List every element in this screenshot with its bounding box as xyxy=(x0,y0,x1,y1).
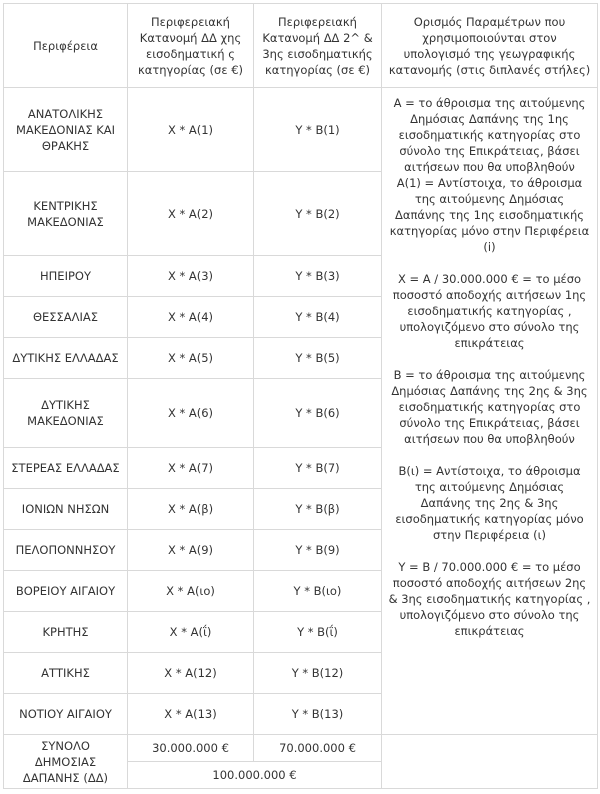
cat1-cell: X * A(4) xyxy=(128,297,254,338)
grand-total: 100.000.000 € xyxy=(128,762,382,789)
allocation-table xyxy=(3,3,598,789)
total-cat23: 70.000.000 € xyxy=(254,735,382,762)
cat23-cell: Y * B(7) xyxy=(254,448,382,489)
table-row xyxy=(4,88,598,172)
header-region: Περιφέρεια xyxy=(4,4,128,88)
definition-x: X = A / 30.000.000 € = το μέσο ποσοστό αποδοχής αιτήσεων 1ης εισοδηματικής κατηγορίας , υπολογιζόμενο στο σύνολο της επικράτειας xyxy=(392,272,587,350)
region-cell: ΘΕΣΣΑΛΙΑΣ xyxy=(4,297,128,338)
definition-b: B = το άθροισμα της αιτούμενης Δημόσιας Δαπάνης της 2ης & 3ης εισοδηματικής κατηγορίας στο σύνολο της Επικράτειας, βάσει αιτήσεων που θα υποβληθούν xyxy=(391,368,588,446)
cat1-cell: X * A(12) xyxy=(128,653,254,694)
cat1-cell: X * A(13) xyxy=(128,694,254,735)
cat1-cell: X * A(ΐ) xyxy=(128,612,254,653)
cat23-cell: Y * B(ΐ) xyxy=(254,612,382,653)
header-row xyxy=(4,4,598,88)
total-cat1: 30.000.000 € xyxy=(128,735,254,762)
totals-row xyxy=(4,735,598,762)
cat23-cell: Y * B(12) xyxy=(254,653,382,694)
cat23-cell: Y * B(ιο) xyxy=(254,571,382,612)
region-cell: ΙΟΝΙΩΝ ΝΗΣΩΝ xyxy=(4,489,128,530)
cat1-cell: X * A(β) xyxy=(128,489,254,530)
region-cell: ΚΡΗΤΗΣ xyxy=(4,612,128,653)
cat1-cell: X * A(2) xyxy=(128,172,254,256)
cat23-cell: Y * B(4) xyxy=(254,297,382,338)
region-cell: ΔΥΤΙΚΗΣ ΜΑΚΕΔΟΝΙΑΣ xyxy=(4,379,128,448)
cat1-cell: X * A(3) xyxy=(128,256,254,297)
totals-label: ΣΥΝΟΛΟ ΔΗΜΟΣΙΑΣ ΔΑΠΑΝΗΣ (ΔΔ) xyxy=(4,735,128,789)
totals-empty-cell xyxy=(382,735,598,789)
cat1-cell: X * A(5) xyxy=(128,338,254,379)
cat23-cell: Y * B(2) xyxy=(254,172,382,256)
definition-a1: A(1) = Αντίστοιχα, το άθροισμα της αιτούμενης Δημόσιας Δαπάνης της 1ης εισοδηματικής κατηγορίας μόνο στην Περιφέρεια (i) xyxy=(389,176,590,254)
cat1-cell: X * A(1) xyxy=(128,88,254,172)
cat1-cell: X * A(9) xyxy=(128,530,254,571)
region-cell: ΗΠΕΙΡΟΥ xyxy=(4,256,128,297)
region-cell: ΣΤΕΡΕΑΣ ΕΛΛΑΔΑΣ xyxy=(4,448,128,489)
header-cat1: Περιφερειακή Κατανομή ΔΔ χης εισοδηματική ς κατηγορίας (σε €) xyxy=(128,4,254,88)
region-cell: ΑΤΤΙΚΗΣ xyxy=(4,653,128,694)
region-cell: ΚΕΝΤΡΙΚΗΣ ΜΑΚΕΔΟΝΙΑΣ xyxy=(4,172,128,256)
region-cell: ΔΥΤΙΚΗΣ ΕΛΛΑΔΑΣ xyxy=(4,338,128,379)
cat1-cell: X * A(6) xyxy=(128,379,254,448)
region-cell: ΝΟΤΙΟΥ ΑΙΓΑΙΟΥ xyxy=(4,694,128,735)
region-cell: ΑΝΑΤΟΛΙΚΗΣ ΜΑΚΕΔΟΝΙΑΣ ΚΑΙ ΘΡΑΚΗΣ xyxy=(4,88,128,172)
header-cat23: Περιφερειακή Κατανομή ΔΔ 2^ & 3ης εισοδηματικής κατηγορίας (σε €) xyxy=(254,4,382,88)
region-cell: ΠΕΛΟΠΟΝΝΗΣΟΥ xyxy=(4,530,128,571)
cat23-cell: Y * B(5) xyxy=(254,338,382,379)
header-definitions: Ορισμός Παραμέτρων που χρησιμοποιούνται στον υπολογισμό της γεωγραφικής κατανομής (στις διπλανές στήλες) xyxy=(382,4,598,88)
cat23-cell: Y * B(9) xyxy=(254,530,382,571)
cat23-cell: Y * B(3) xyxy=(254,256,382,297)
cat23-cell: Y * B(13) xyxy=(254,694,382,735)
cat1-cell: X * A(ιο) xyxy=(128,571,254,612)
cat23-cell: Y * B(β) xyxy=(254,489,382,530)
cat23-cell: Y * B(6) xyxy=(254,379,382,448)
region-cell: ΒΟΡΕΙΟΥ ΑΙΓΑΙΟΥ xyxy=(4,571,128,612)
definition-bi: B(ι) = Αντίστοιχα, το άθροισμα της αιτούμενης Δημόσιας Δαπάνης της 2ης & 3ης εισοδηματικής κατηγορίας μόνο στην Περιφέρεια (ι) xyxy=(395,464,584,542)
cat23-cell: Y * B(1) xyxy=(254,88,382,172)
definition-y: Y = B / 70.000.000 € = το μέσο ποσοστό αποδοχής αιτήσεων 2ης & 3ης εισοδηματικής κατηγορίας , υπολογιζόμενο στο σύνολο της επικράτειας xyxy=(388,560,591,638)
definition-a: A = το άθροισμα της αιτούμενης Δημόσιας Δαπάνης της 1ης εισοδηματικής κατηγορίας στο σύνολο της Επικράτειας, βάσει αιτήσεων που θα υποβληθούν xyxy=(393,96,586,174)
definitions-cell xyxy=(382,88,598,735)
cat1-cell: X * A(7) xyxy=(128,448,254,489)
